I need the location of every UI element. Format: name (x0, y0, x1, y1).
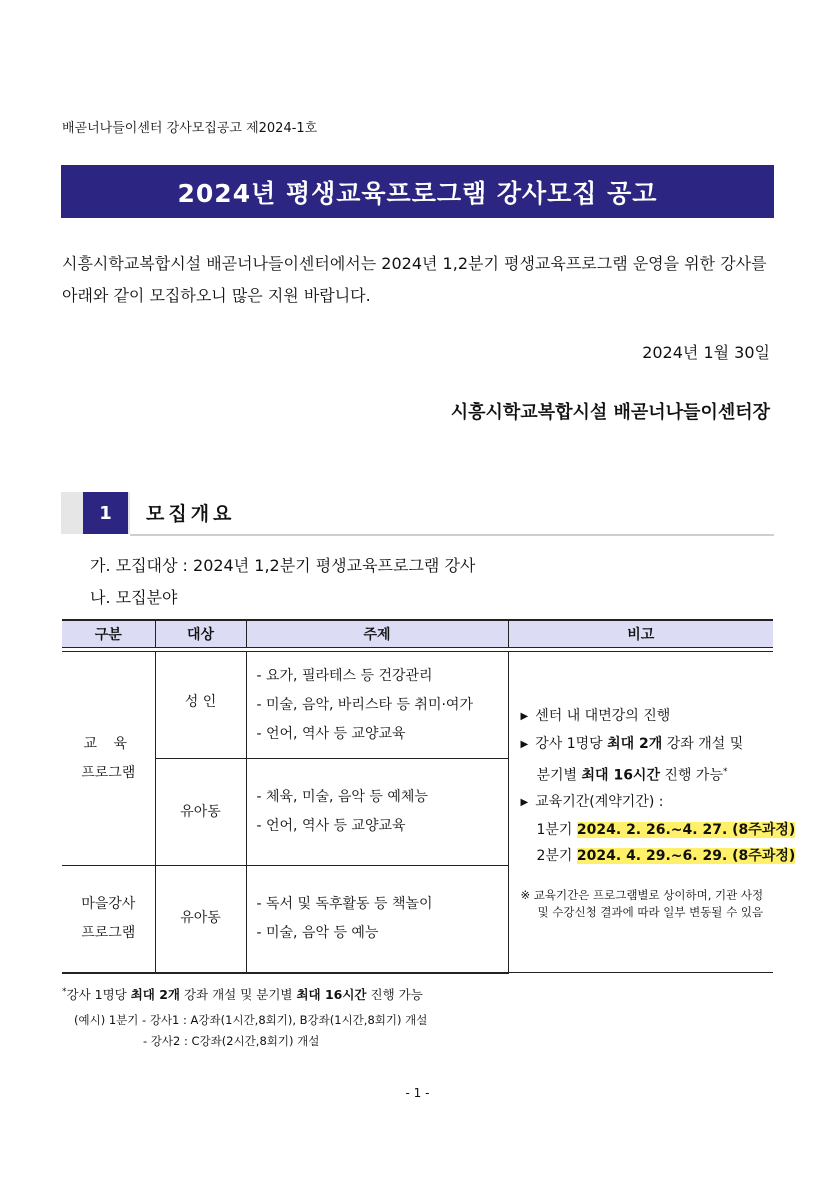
header-target: 대상 (155, 620, 246, 648)
note-text: 강사 1명당 (535, 736, 608, 753)
footnote-text: 강좌 개설 및 분기별 (179, 987, 297, 1002)
category-village (62, 866, 155, 973)
item-fields: 나. 모집분야 (90, 588, 178, 607)
topic-item: - 미술, 음악 등 예능 (256, 924, 379, 941)
footnote-emphasis: 최대 2개 (130, 987, 180, 1002)
header-note: 비고 (508, 620, 773, 648)
period-q1 (521, 817, 796, 843)
header-topic: 주제 (246, 620, 508, 648)
period-q2 (521, 843, 796, 869)
note-text: 강좌 개설 및 (662, 736, 744, 753)
recruitment-table (62, 619, 796, 974)
table-row (62, 652, 773, 759)
footnote-emphasis: 최대 16시간 (296, 987, 367, 1002)
notes-cell (508, 652, 796, 973)
category-line: 교 육 (83, 735, 133, 752)
topic-list (246, 759, 508, 866)
topic-item: - 언어, 역사 등 교양교육 (256, 818, 406, 834)
topic-item: - 미술, 음악, 바리스타 등 취미·여가 (256, 696, 473, 713)
note-line (521, 703, 770, 731)
category-education (62, 652, 155, 866)
page-title: 2024년 평생교육프로그램 강사모집 공고 (177, 178, 658, 208)
category-line: 프로그램 (81, 924, 136, 941)
section-divider (130, 534, 774, 536)
title-banner (61, 165, 774, 218)
item-target: 가. 모집대상 : 2024년 1,2분기 평생교육프로그램 강사 (90, 556, 476, 575)
period-label: 1분기 (536, 821, 577, 838)
note-text: 진행 가능 (659, 767, 723, 784)
triangle-bullet-icon: ▶ (520, 796, 529, 808)
document-number: 배곧너나들이센터 강사모집공고 제2024-1호 (62, 121, 318, 136)
topic-item: - 체육, 미술, 음악 등 예체능 (256, 789, 428, 805)
header-category: 구분 (62, 620, 155, 648)
topic-item: - 언어, 역사 등 교양교육 (256, 725, 406, 742)
note-text: 분기별 (536, 767, 582, 784)
page-number: - 1 - (405, 1086, 430, 1100)
target-child: 유아동 (155, 866, 246, 973)
note-text: 교육기간(계약기간) : (535, 793, 664, 810)
note-text: 센터 내 대면강의 진행 (535, 708, 671, 725)
target-child: 유아동 (155, 759, 246, 866)
triangle-bullet-icon: ▶ (520, 711, 529, 723)
table-header-row (62, 620, 773, 648)
note-line (521, 731, 770, 759)
topic-item: - 요가, 필라테스 등 건강관리 (256, 667, 433, 684)
footnote: *강사 1명당 최대 2개 강좌 개설 및 분기별 최대 16시간 진행 가능 (62, 986, 423, 1002)
triangle-bullet-icon: ▶ (520, 739, 529, 751)
footnote-example: (예시) 1분기 - 강사1 : A강좌(1시간,8회기), B강좌(1시간,8회기) 개설 (74, 1013, 428, 1027)
intro-paragraph: 시흥시학교복합시설 배곧너나들이센터에서는 2024년 1,2분기 평생교육프로그램 운영을 위한 강사를 아래와 같이 모집하오니 많은 지원 바랍니다. (62, 254, 767, 305)
note-emphasis: 최대 16시간 (581, 767, 660, 784)
section-title: 모집개요 (146, 503, 236, 525)
target-adult: 성 인 (155, 652, 246, 759)
topic-list (246, 652, 508, 759)
footnote-example: - 강사2 : C강좌(2시간,8회기) 개설 (143, 1034, 320, 1048)
section-number: 1 (83, 492, 128, 534)
note-emphasis: 최대 2개 (607, 736, 663, 753)
footnote-text: 강사 1명당 (66, 987, 131, 1002)
note-line (521, 789, 770, 817)
notice-line: 및 수강신청 결과에 따라 일부 변동될 수 있음 (537, 904, 764, 919)
schedule-notice (521, 887, 770, 921)
topic-list (246, 866, 508, 973)
period-value: 2024. 2. 26.~4. 27. (8주과정) (576, 821, 796, 838)
notice-line: ※ 교육기간은 프로그램별로 상이하며, 기관 사정 (520, 887, 764, 902)
issuer-name: 시흥시학교복합시설 배곧너나들이센터장 (450, 402, 770, 423)
category-line: 프로그램 (81, 764, 136, 781)
period-value: 2024. 4. 29.~6. 29. (8주과정) (576, 847, 796, 864)
topic-item: - 독서 및 독후활동 등 책놀이 (256, 895, 433, 912)
period-label: 2분기 (536, 847, 577, 864)
footnote-text: 진행 가능 (366, 987, 423, 1002)
notice-date: 2024년 1월 30일 (642, 343, 770, 362)
category-line: 마을강사 (81, 895, 136, 912)
note-line: 분기별 최대 16시간 진행 가능* (536, 767, 728, 784)
